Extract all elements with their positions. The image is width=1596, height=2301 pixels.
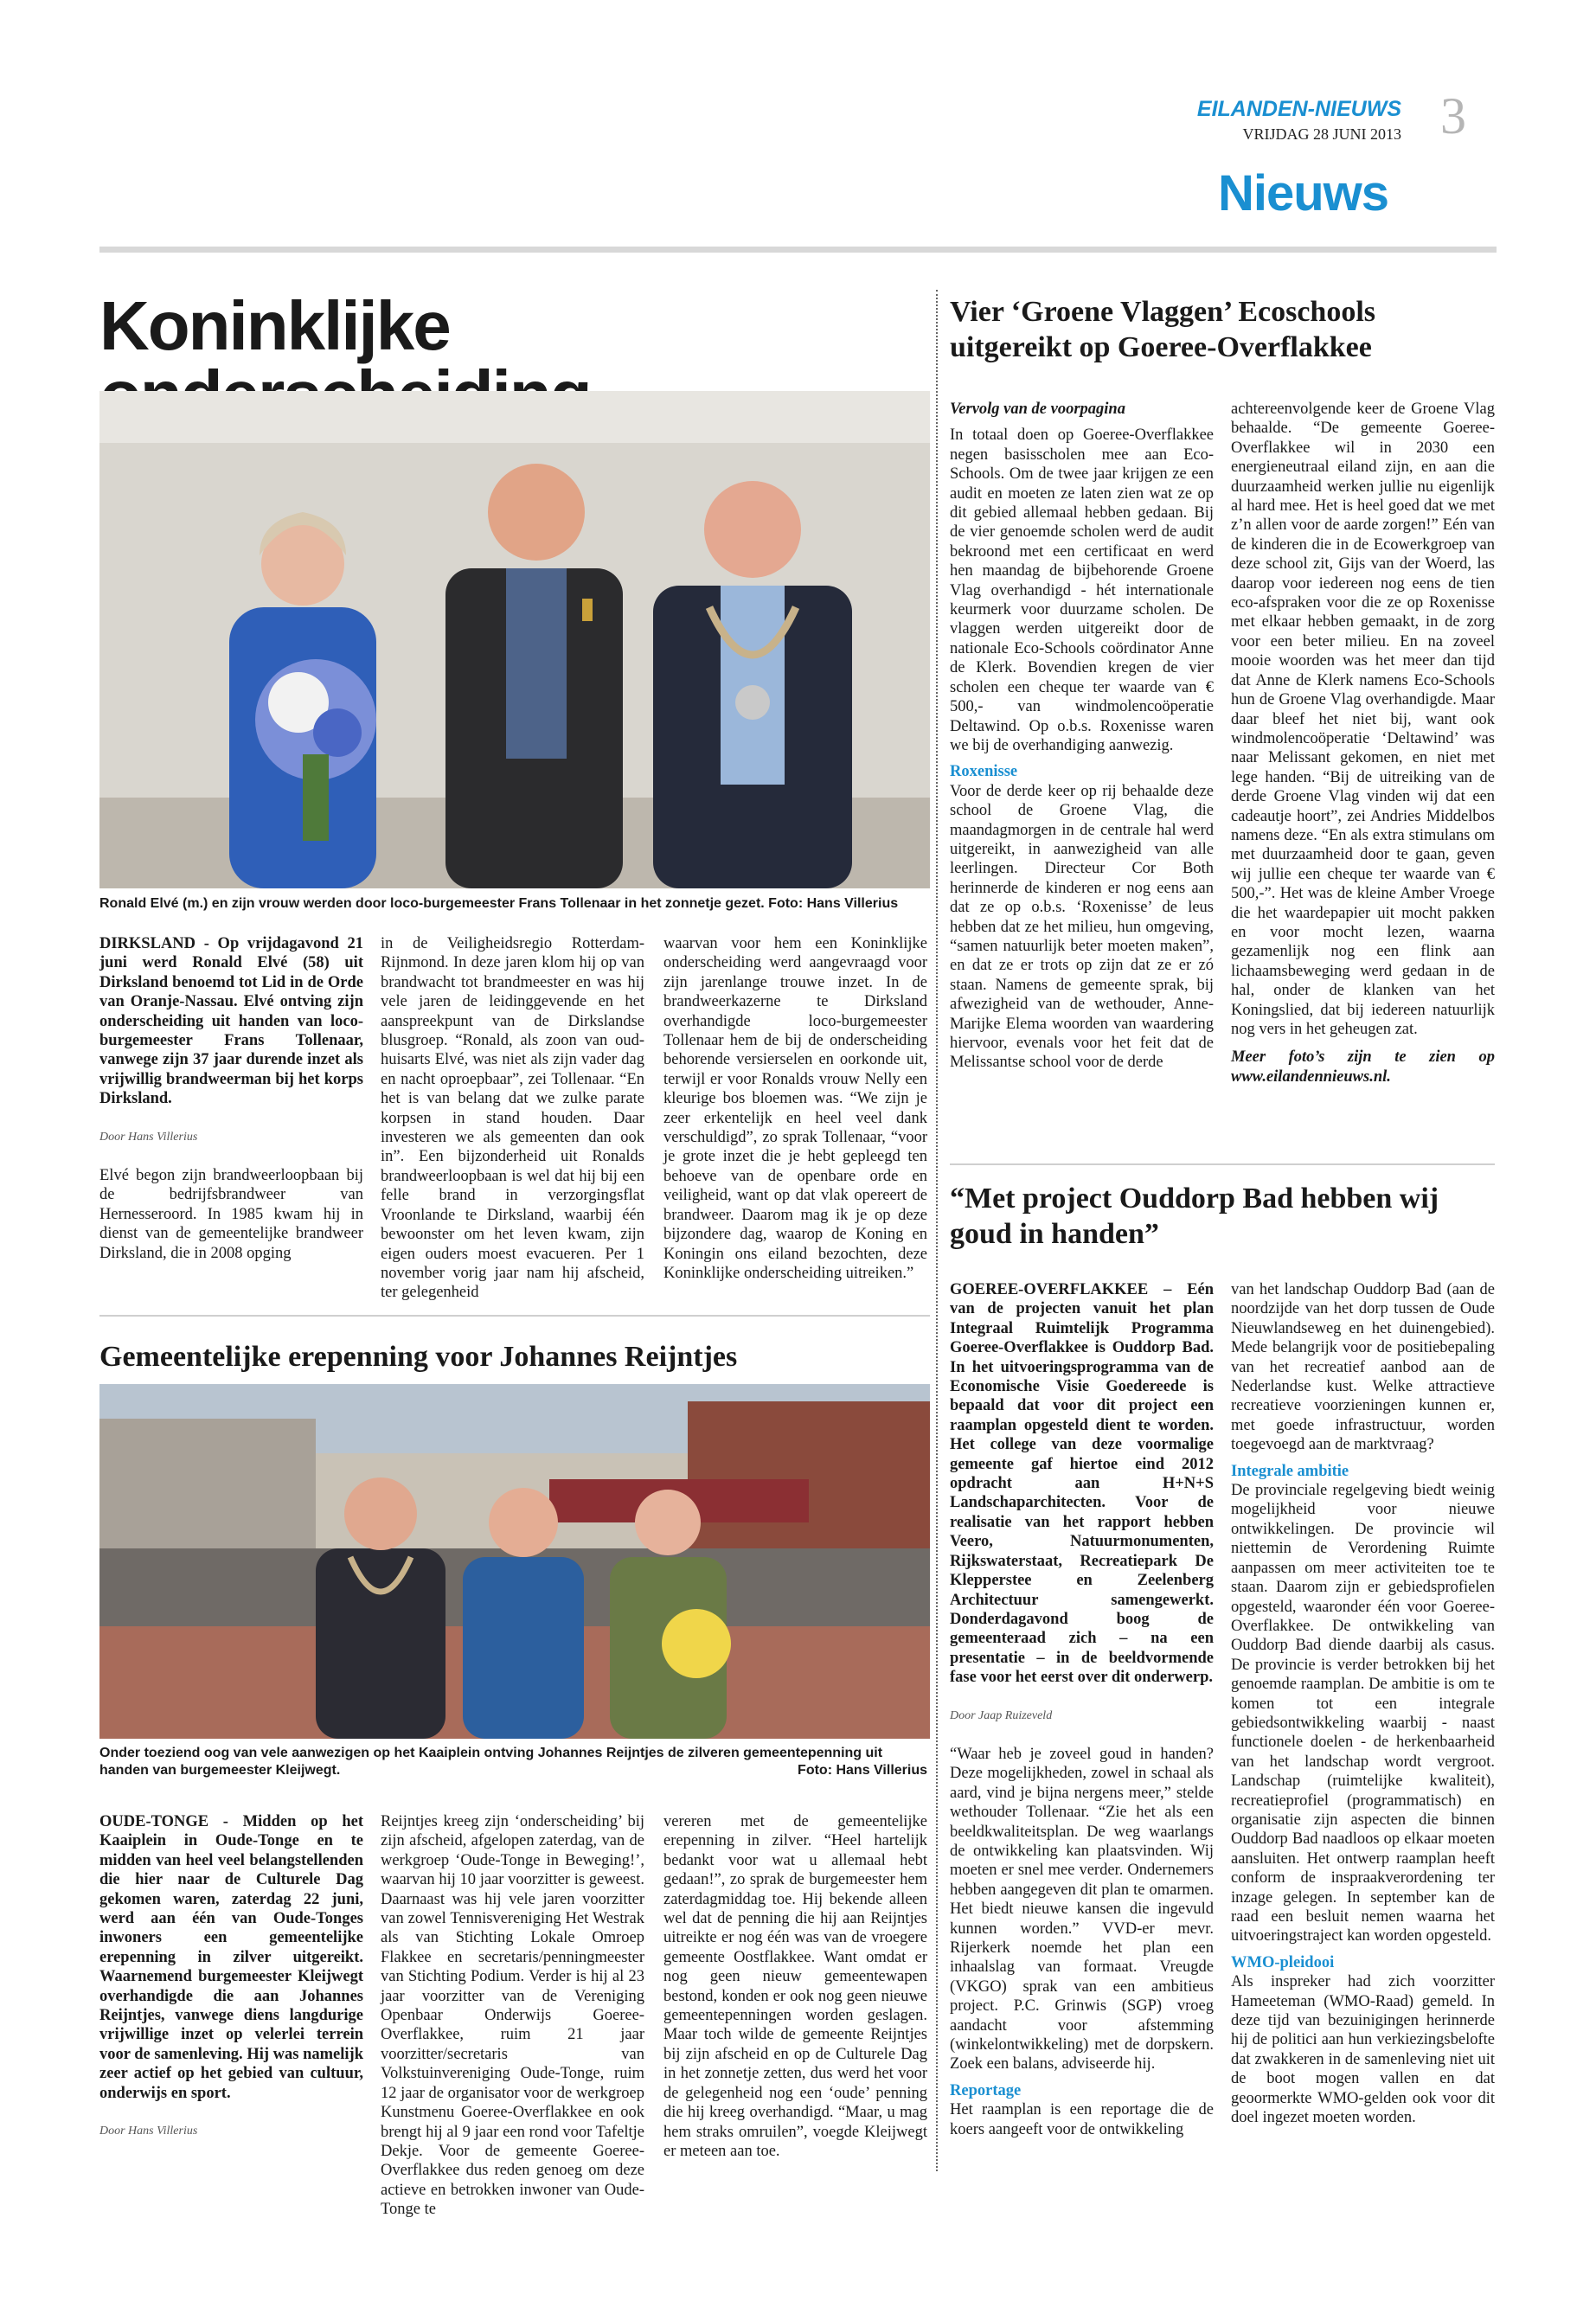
newspaper-brand: EILANDEN-NIEUWS: [1196, 97, 1401, 121]
article2-col3-body: vereren met de gemeentelijke erepenning in zilver. “Heel hartelijk bedankt voor wat u allemaal hebt gedaan!”, zo sprak de burgemeester hem zaterdagmiddag toe. Hij bekende alleen wel dat de penning die hij aan Reijntjes uitreikte er nog één was van de vroegere gemeente Oostflakkee. Want omdat er nog geen nieuw gemeentewapen bestond, konden er ook nog geen nieuwe gemeentepenningen worden geslagen. Maar toch wilde de gemeente Reijntjes bij zijn afscheid en op de Culturele Dag in het zonnetje zetten, dus werd het voor de gelegenheid nog een ‘oude’ penning die hij kreeg overhandigd. “Maar, u mag hem straks omruilen”, voegde Kleijwegt er meteen aan toe.: [663, 1813, 927, 2160]
masthead: [1194, 97, 1401, 144]
article2-column-2: [381, 1812, 644, 2220]
article4-byline: Door Jaap Ruizeveld: [950, 1708, 1053, 1722]
article2-byline: Door Hans Villerius: [99, 2125, 198, 2138]
article4-top-rule: [950, 1163, 1495, 1165]
article3-headline: Vier ‘Groene Vlaggen’ Ecoschools uitgereikt op Goeree-Overflakkee: [950, 296, 1376, 364]
article1-byline: Door Hans Villerius: [99, 1130, 198, 1144]
article1-photo: [99, 391, 930, 888]
article2-headline: Gemeentelijke erepenning voor Johannes Reijntjes: [99, 1341, 738, 1373]
article4-subhead-integrale-ambitie: Integrale ambitie: [1231, 1462, 1349, 1480]
article2-lead: OUDE-TONGE - Midden op het Kaaiplein in Oude-Tonge en te midden van heel veel belangstellenden die hier naar de Culturele Dag gekomen waren, zaterdag 22 juni, werd aan één van Oude-Tonges inwoners een gemeentelijke erepenning in zilver uitgereikt. Waarnemend burgemeester Kleijwegt overhandigde die aan Johannes Reijntjes, vanwege diens langdurige vrijwillige inzet op velerlei terrein voor de samenleving. Hij was namelijk zeer actief op het gebied van cultuur, onderwijs en sport.: [99, 1813, 363, 2102]
article2-column-3: [663, 1812, 927, 2161]
article4-col2-p1: van het landschap Ouddorp Bad (aan de noordzijde van het dorp tussen de Oude Nieuwlandseweg en het duinengebied). Mede belangrijk voor de positiebepaling van het recreatief aanbod aan de Nederlandse kust. Welke attractieve recreatieve voorzieningen kunnen er, met goede infrastructuur, worden toegevoegd aan de marktvraag?: [1231, 1281, 1495, 1454]
article4-col1-p1: “Waar heb je zoveel goud in handen? Deze mogelijkheden, zowel in schaal als aard, vind je bijna nergens meer,” stelde wethouder Tollenaar. “Zie het als een beeldkwaliteitsplan. De weg waarlangs de ontwikkeling kan plaatsvinden. Wij moeten er snel mee verder. Ondernemers hebben aangegeven dit plan te omarmen. Het biedt nieuwe kansen die ingevuld kunnen worden.” VVD-er mevr. Rijerkerk noemde het plan een inhaalslag van formaat. Vreugde (VKGO) sprak van een ambitieus project. P.C. Grinwis (SGP) vroeg aandacht voor afstemming (winkelontwikkeling) met de dorpskern. Zoek een balans, adviseerde hij.: [950, 1745, 1214, 2073]
article3-more-photos: Meer foto’s zijn te zien op www.eilandennieuws.nl.: [1231, 1048, 1495, 1086]
article2-caption-text: Onder toeziend oog van vele aanwezigen op het Kaaiplein ontving Johannes Reijntjes de zilveren gemeentepenning uit handen van burgemeester Kleijwegt.: [99, 1746, 883, 1778]
article2-column-1: [99, 1812, 363, 2161]
article1-column-3: [663, 934, 927, 1283]
article3-col1-p2: Voor de derde keer op rij behaalde deze school de Groene Vlag, die maandagmorgen in de centrale hal werd uitgereikt, in aanwezigheid van alle leerlingen. Directeur Cor Both herinnerde de kinderen er nog eens aan dat ze op o.b.s. ‘Roxenisse’ de leus hebben dat ze het milieu, hun omgeving, “samen natuurlijk beter moeten maken”, en dat ze er trots op zijn dat ze er zó staan. Namens de gemeente sprak, bij afwezigheid van de wethouder, Anne-Marijke Elema woorden van waardering hiervoor, evenals voor het feit dat de Melissantse school voor de derde: [950, 782, 1214, 1072]
article1-column-1: [99, 934, 363, 1263]
article4-column-1: [950, 1280, 1214, 2139]
article3-continued: Vervolg van de voorpagina: [950, 401, 1125, 418]
article4-headline: “Met project Ouddorp Bad hebben wij goud in handen”: [950, 1183, 1439, 1251]
issue-date: VRIJDAG 28 JUNI 2013: [1242, 125, 1401, 143]
article4-col2-p2: De provinciale regelgeving biedt weinig mogelijkheid voor nieuwe ontwikkelingen. De provincie wil niettemin de Verordening Ruimte aanpassen om meer activiteiten toe te staan. Daarom zijn er gebiedsprofielen opgesteld, waaronder één voor Goeree-Overflakkee. De ontwikkeling van Ouddorp Bad diende daarbij als casus. De provincie is verder betrokken bij het genoemde raamplan. De ambitie is om te komen tot een integrale gebiedsontwikkeling waarbij - naast functionele doelen - de herkenbaarheid van het landschap wordt vergroot. Landschap (ruimtelijke kwaliteit), recreatieprofiel (programmatisch) en organisatie zijn aspecten die binnen Ouddorp Bad naadloos op elkaar moeten aansluiten. Het ontwerp raamplan heeft conform de inspraakverordening ter inzage gelegen. In september kan de raad een besluit nemen waarna het uitvoeringstraject kan worden opgesteld.: [1231, 1482, 1495, 1945]
article2-photo: [99, 1384, 930, 1739]
article4-subhead-wmo-pleidooi: WMO-pleidooi: [1231, 1953, 1335, 1971]
article1-photo-caption: Ronald Elvé (m.) en zijn vrouw werden door loco-burgemeester Frans Tollenaar in het zonnetje gezet. Foto: Hans Villerius: [99, 896, 899, 911]
article1-col2-body: in de Veiligheidsregio Rotterdam-Rijnmond. In deze jaren klom hij op van brandwacht tot brandmeester en was hij vele jaren de leidinggevende en het aanspreekpunt van de Dirkslandse blusgroep. “Ronald, als zoon van oud-huisarts Elvé, was niet als zijn vader dag en nacht oproepbaar”, zei Tollenaar. “En het is van belang dat we zulke parate korpsen in stand houden. Daar investeren we als gemeenten dan ook in”. Een bijzonderheid uit Ronalds brandweerloopbaan is wel dat hij bij een felle brand in verzorgingsflat Vroonlande te Dirksland, waarbij één bewoonster om het leven kwam, zijn eigen ouders moest evacueren. Per 1 november vorig jaar nam hij afscheid, ter gelegenheid: [381, 935, 644, 1302]
column-separator: [936, 290, 938, 2171]
article3-col1-p1: In totaal doen op Goeree-Overflakkee negen basisscholen mee aan Eco-Schools. Om de twee jaar krijgen ze een audit en moeten ze laten zien wat ze op dit gebied allemaal hebben gedaan. Bij de vier genoemde scholen werd de audit bekroond met een certificaat en werd hen maandag de bijbehorende Groene Vlag overhandigd - hét internationale keurmerk voor duurzame scholen. De vlaggen werden uitgereikt door de nationale Eco-Schools coördinator Anne de Klerk. Bovendien kregen de vier scholen een cheque ter waarde van € 500,- van windmolencoöperatie Deltawind. Op o.b.s. Roxenisse waren we bij de overhandiging aanwezig.: [950, 426, 1214, 754]
article3-col2-p1: achtereenvolgende keer de Groene Vlag behaalde. “De gemeente Goeree-Overflakkee wil in 2030 een energieneutraal eiland zijn, en aan die duurzaamheid werken jullie nu eigenlijk al hard mee. Het is heel goed dat we met z’n allen voor de aarde zorgen!” Eén van de kinderen die in de Ecowerkgroep van deze school zit, Gijs van der Woerd, las daarop voor iedereen nog eens de tien eco-afspraken voor die ze op Roxenisse met elkaar hebben gemaakt, in de zorg voor een beter milieu. En na zoveel mooie woorden was het meer dan tijd dat Anne de Klerk namens Eco-Schools hun de Groene Vlag overhandigde. Maar daar bleef het niet bij, want ook windmolencoöperatie ‘Deltawind’ was naar Melissant gekomen, en niet met lege handen. “Bij de uitreiking van de derde Groene Vlag vinden wij dat een cadeautje hoort”, zei Andries Middelbos namens deze. “En als extra stimulans om met duurzaamheid door te gaan, geven wij jullie een cheque ter waarde van € 500,-”. Het was de kleine Amber Vroege die het waardepapier uit mocht pakken en voor mocht lezen, waarna gezamenlijk nog een flink aan lichaamsbeweging werd gedaan in de hal, onder de klanken van het Koningslied, dat bij iedereen natuurlijk nog vers in het geheugen zat.: [1231, 401, 1495, 1038]
article4-col2-p3: Als inspreker had zich voorzitter Hameeteman (WMO-Raad) gemeld. In deze tijd van bezuinigingen herinnerde hij de politici aan hun verkiezingsbelofte dat zwakkeren in de samenleving niet uit de boot mogen vallen en dat geoormerkte WMO-gelden ook voor dit doel ingezet moeten worden.: [1231, 1973, 1495, 2127]
article1-headline: Koninklijke: [99, 287, 450, 364]
article4-col1-p2: Het raamplan is een reportage die de koers aangeeft voor de ontwikkeling: [950, 2101, 1214, 2138]
article4-lead: GOEREE-OVERFLAKKEE – Eén van de projecten vanuit het plan Integraal Ruimtelijk Programma Goeree-Overflakkee is Ouddorp Bad. In het uitvoeringsprogramma van de Economische Visie Goedereede is bepaald dat voor dit project een raamplan opgesteld dient te worden. Het college van deze voormalige gemeente gaf hiertoe eind 2012 opdracht aan H+N+S Landschaparchitecten. Voor de realisatie van het rapport hebben Veero, Natuurmonumenten, Rijkswaterstaat, Recreatiepark De Klepperstee en Zeelenberg Architectuur samengewerkt. Donderdagavond boog de gemeenteraad zich – na een presentatie – in de beeldvormende fase voor het eerst over dit onderwerp.: [950, 1281, 1214, 1687]
article4-subhead-reportage: Reportage: [950, 2081, 1022, 2099]
article1-column-2: [381, 934, 644, 1303]
article3-subhead-roxenisse: Roxenisse: [950, 763, 1018, 781]
article3-column-2: [1231, 400, 1495, 1086]
article1-col3-body: waarvan voor hem een Koninklijke onderscheiding werd aangevraagd voor zijn jarenlange trouwe inzet. In de brandweerkazerne te Dirksland overhandigde loco-burgemeester Tollenaar hem de bij de onderscheiding behorende versierselen en oorkonde uit, terwijl er voor Ronalds vrouw Nelly een kleurige bos bloemen was. “We zijn je zeer erkentelijk en heel veel dank verschuldigd”, zo sprak Tollenaar, “voor je grote inzet die je hebt gepleegd ten behoeve van de openbare orde en veiligheid, want op dat vlak opereert de brandweer. Daarom mag ik je op deze bijzondere dag, waarop de Koning en Koningin ons eiland bezochten, deze Koninklijke onderscheiding uitreiken.”: [663, 935, 927, 1282]
article3-column-1: [950, 400, 1214, 1073]
section-title: Nieuws: [1217, 165, 1388, 221]
article4-column-2: [1231, 1280, 1495, 2127]
article2-top-rule: [99, 1315, 930, 1317]
article1-lead: DIRKSLAND - Op vrijdagavond 21 juni werd Ronald Elvé (58) uit Dirksland benoemd tot Lid in de Orde van Oranje-Nassau. Elvé ontving zijn onderscheiding uit handen van loco-burgemeester Frans Tollenaar, vanwege zijn 37 jaar durende inzet als vrijwillig brandweerman bij het korps Dirksland.: [99, 935, 363, 1108]
article2-photo-credit: Foto: Hans Villerius: [798, 1763, 927, 1778]
header-rule: [99, 247, 1497, 253]
article1-col1-body: Elvé begon zijn brandweerloopbaan bij de bedrijfsbrandweer van Hernesseroord. In 1985 kwam hij in dienst van de gemeentelijke brandweer Dirksland, die in 2008 opging: [99, 1167, 363, 1262]
page-number: 3: [1440, 87, 1466, 144]
article2-col2-body: Reijntjes kreeg zijn ‘onderscheiding’ bij zijn afscheid, afgelopen zaterdag, van de werkgroep ‘Oude-Tonge in Beweging!’, waarvan hij 10 jaar voorzitter is geweest. Daarnaast was hij vele jaren voorzitter van zowel Tennisvereniging Het Westrak als van Stichting Lokale Omroep Flakkee en secretaris/penningmeester van Stichting Podium. Verder is hij al 23 jaar voorzitter van de Vereniging Openbaar Onderwijs Goeree-Overflakkee, ruim 21 jaar voorzitter/secretaris van Volkstuinvereniging Oude-Tonge, ruim 12 jaar de organisator voor de werkgroep Kunstmenu Goeree-Overflakkee en ook brengt hij al 9 jaar een rond voor Tafeltje Dekje. Voor de gemeente Goeree-Overflakkee dus reden genoeg om deze actieve en betrokken inwoner van Oude-Tonge te: [381, 1813, 644, 2219]
